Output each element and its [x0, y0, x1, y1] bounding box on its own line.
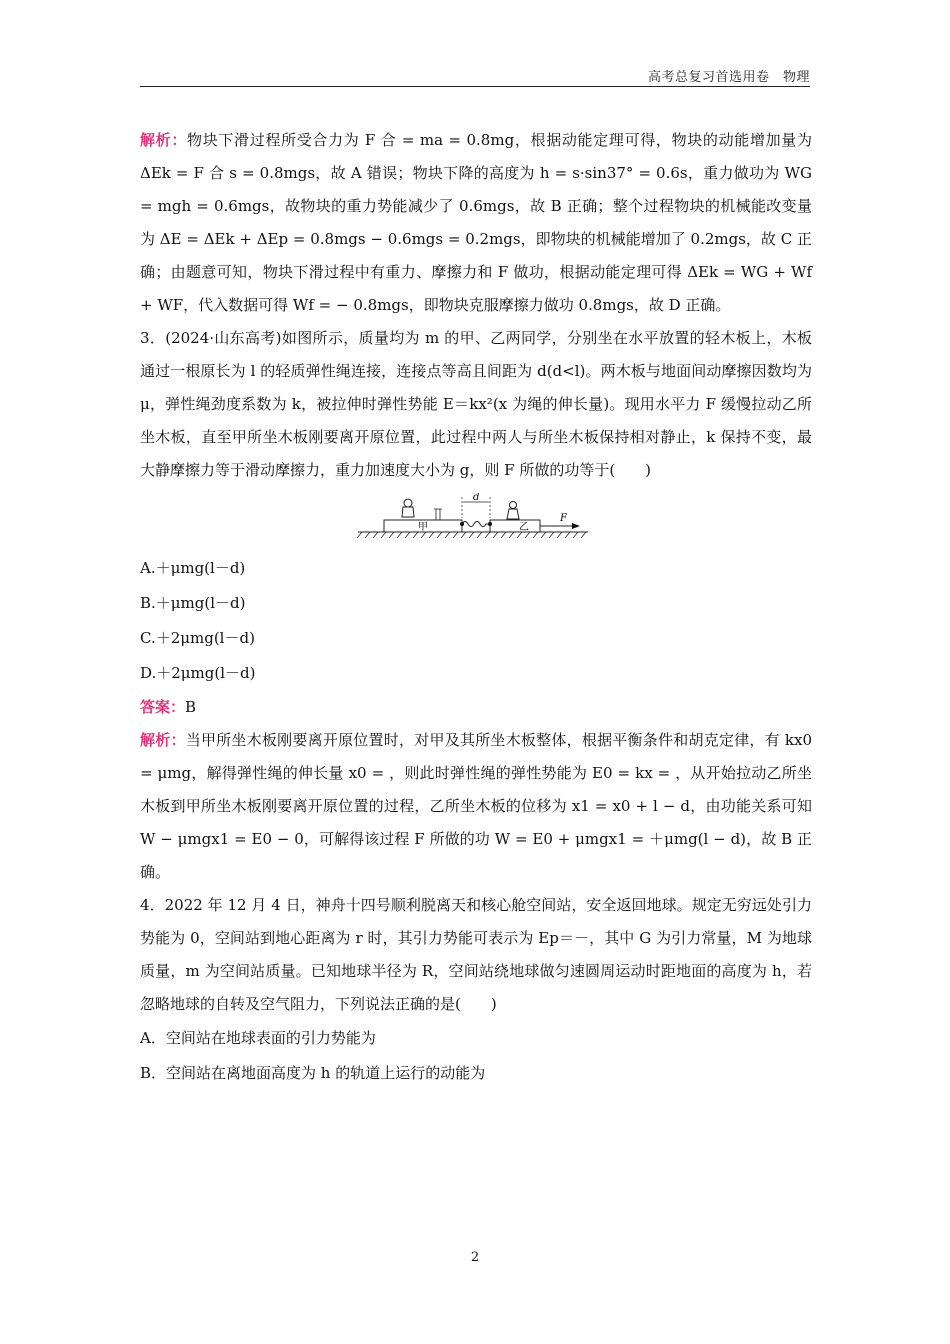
q3-option-a: A.＋μmg(l－d) [140, 559, 246, 577]
analysis-text-2: 物块下滑过程所受合力为 F 合 = ma = 0.8mg，根据动能定理可得，物块的动能增加量为 ΔEk = F 合 s = 0.8mgs，故 A 错误；物块下降的高度为 h = s·sin37° = 0.6s，重力做功为 WG = mgh = 0.6mgs，故物块的重力势能减少了 0.6mgs，故 B 正确；整个过程物块的机械能改变量为 ΔE = ΔEk + ΔEp = 0.8mgs − 0.6mgs = 0.2mgs，即物块的机械能增加了 0.2mgs，故 C 正确；由题意可知，物块下滑过程中有重力、摩擦力和 F 做功，根据动能定理可得 ΔEk = WG + Wf + WF，代入数据可得 Wf = − 0.8mgs，即物块克服摩擦力做功 0.8mgs，故 D 正确。 [140, 131, 812, 314]
label-yi: 乙 [519, 522, 529, 533]
header-title: 高考总复习首选用卷 物理 [647, 70, 810, 85]
analysis-label-3: 解析： [140, 731, 186, 749]
question-3: 3．(2024·山东高考)如图所示，质量均为 m 的甲、乙两同学，分别坐在水平放置的轻木板上，木板通过一根原长为 l 的轻质弹性绳连接，连接点等高且间距为 d(d<l)。两木板与地面间动摩擦因数均为 μ，弹性绳劲度系数为 k，被拉伸时弹性势能 E＝kx²(x 为绳的伸长量)。现用水平力 F 缓慢拉动乙所坐木板，直至甲所坐木板刚要离开原位置，此过程中两人与所坐木板保持相对静止，k 保持不变，最大静摩擦力等于滑动摩擦力，重力加速度大小为 g，则 F 所做的功等于( ) [140, 329, 812, 479]
board-yi [490, 520, 540, 532]
page-content [140, 124, 812, 1091]
q3-option-d: D.＋2μmg(l－d) [140, 664, 256, 682]
q4-option-a: A．空间站在地球表面的引力势能为 [140, 1029, 376, 1047]
question-4: 4．2022 年 12 月 4 日，神舟十四号顺利脱离天和核心舱空间站，安全返回地球。规定无穷远处引力势能为 0，空间站到地心距离为 r 时，其引力势能可表示为 Ep＝－，其中 G 为引力常量，M 为地球质量，m 为空间站质量。已知地球半径为 R，空间站绕地球做匀速圆周运动时距地面的高度为 h，若忽略地球的自转及空气阻力，下列说法正确的是( ) [140, 896, 812, 1013]
label-d: d [473, 493, 480, 503]
answer-3-value: B [185, 698, 197, 716]
analysis-text-3: 当甲所坐木板刚要离开原位置时，对甲及其所坐木板整体，根据平衡条件和胡克定律，有 kx0 = μmg，解得弹性绳的伸长量 x0 = ，则此时弹性绳的弹性势能为 E0 = kx = ，从开始拉动乙所坐木板到甲所坐木板刚要离开原位置的过程，乙所坐木板的位移为 x1 = x0 + l − d，由功能关系可知 W − μmgx1 = E0 − 0，可解得该过程 F 所做的功 W = E0 + μmgx1 = ＋μmg(l − d)，故 B 正确。 [140, 731, 812, 881]
label-F: F [560, 513, 567, 524]
answer-3 [140, 691, 812, 724]
label-jia: 甲 [418, 522, 428, 533]
analysis-paragraph-2 [140, 124, 812, 322]
elastic-rope [462, 522, 490, 527]
spring-figure [356, 493, 596, 543]
page-number: 2 [470, 1250, 480, 1265]
q4-option-b: B．空间站在离地面高度为 h 的轨道上运行的动能为 [140, 1064, 486, 1082]
q3-option-c: C.＋2μmg(l－d) [140, 629, 255, 647]
header-rule [140, 86, 810, 87]
analysis-label: 解析： [140, 131, 188, 149]
answer-label: 答案： [140, 698, 186, 716]
q3-option-b: B.＋μmg(l－d) [140, 594, 246, 612]
analysis-paragraph-3 [140, 724, 812, 889]
